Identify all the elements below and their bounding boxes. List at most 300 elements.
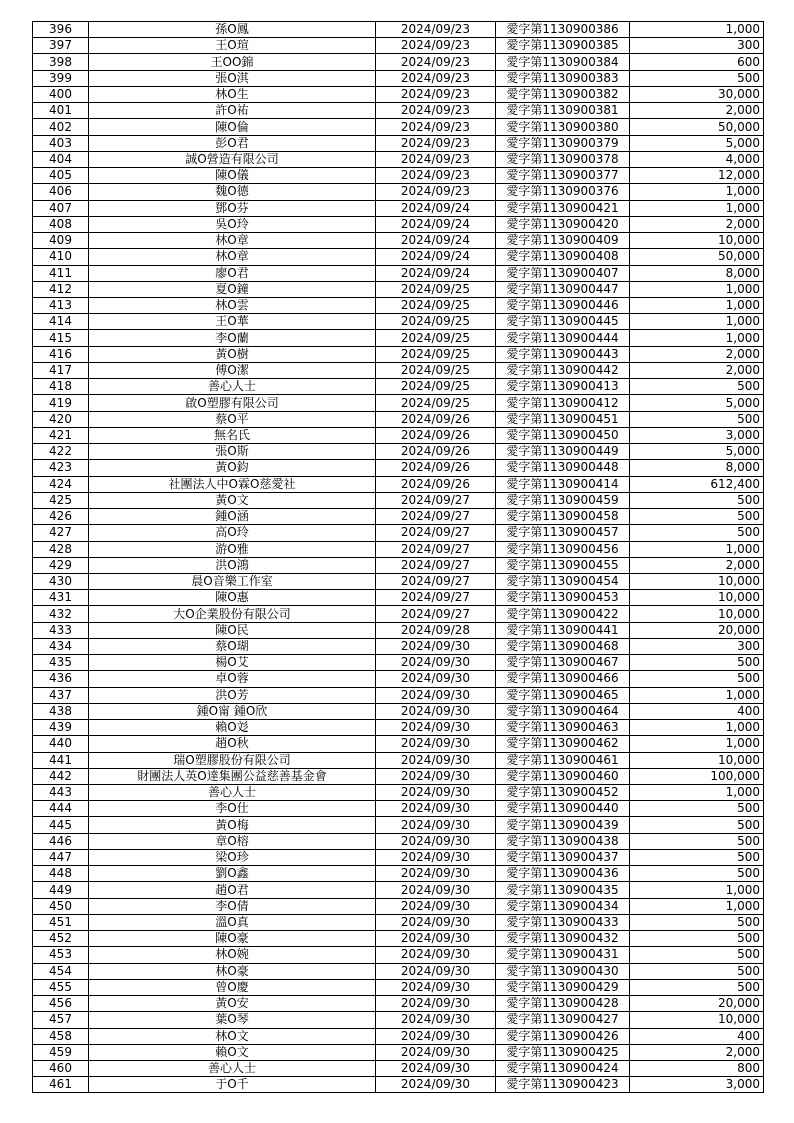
amount-cell: 10,000 bbox=[630, 1012, 764, 1028]
amount-cell: 400 bbox=[630, 703, 764, 719]
table-row bbox=[33, 606, 764, 622]
table-row bbox=[33, 590, 764, 606]
donor-name-cell: 許O祐 bbox=[89, 103, 376, 119]
donation-date-cell: 2024/09/30 bbox=[376, 996, 496, 1012]
donation-date-cell: 2024/09/30 bbox=[376, 687, 496, 703]
receipt-number-cell: 愛字第1130900378 bbox=[496, 151, 630, 167]
row-number-cell: 397 bbox=[33, 38, 89, 54]
row-number-cell: 422 bbox=[33, 444, 89, 460]
receipt-number-cell: 愛字第1130900465 bbox=[496, 687, 630, 703]
receipt-number-cell: 愛字第1130900466 bbox=[496, 671, 630, 687]
donor-name-cell: 善心人士 bbox=[89, 1061, 376, 1077]
table-row bbox=[33, 346, 764, 362]
table-row bbox=[33, 476, 764, 492]
donor-name-cell: 陳O民 bbox=[89, 622, 376, 638]
receipt-number-cell: 愛字第1130900432 bbox=[496, 931, 630, 947]
amount-cell: 300 bbox=[630, 638, 764, 654]
table-row bbox=[33, 281, 764, 297]
table-row bbox=[33, 233, 764, 249]
donation-date-cell: 2024/09/30 bbox=[376, 931, 496, 947]
amount-cell: 2,000 bbox=[630, 216, 764, 232]
donor-name-cell: 黃O梅 bbox=[89, 817, 376, 833]
receipt-number-cell: 愛字第1130900414 bbox=[496, 476, 630, 492]
donation-date-cell: 2024/09/30 bbox=[376, 720, 496, 736]
donation-date-cell: 2024/09/30 bbox=[376, 914, 496, 930]
amount-cell: 1,000 bbox=[630, 281, 764, 297]
receipt-number-cell: 愛字第1130900430 bbox=[496, 963, 630, 979]
row-number-cell: 437 bbox=[33, 687, 89, 703]
row-number-cell: 414 bbox=[33, 314, 89, 330]
amount-cell: 8,000 bbox=[630, 460, 764, 476]
receipt-number-cell: 愛字第1130900427 bbox=[496, 1012, 630, 1028]
amount-cell: 500 bbox=[630, 914, 764, 930]
table-row bbox=[33, 687, 764, 703]
donation-date-cell: 2024/09/24 bbox=[376, 249, 496, 265]
receipt-number-cell: 愛字第1130900443 bbox=[496, 346, 630, 362]
table-row bbox=[33, 38, 764, 54]
donor-name-cell: 溫O真 bbox=[89, 914, 376, 930]
donor-name-cell: 黃O鈞 bbox=[89, 460, 376, 476]
receipt-number-cell: 愛字第1130900407 bbox=[496, 265, 630, 281]
row-number-cell: 441 bbox=[33, 752, 89, 768]
donor-name-cell: 鍾O甯 鍾O欣 bbox=[89, 703, 376, 719]
table-row bbox=[33, 573, 764, 589]
amount-cell: 2,000 bbox=[630, 103, 764, 119]
amount-cell: 30,000 bbox=[630, 86, 764, 102]
donor-name-cell: 夏O鐘 bbox=[89, 281, 376, 297]
table-row bbox=[33, 898, 764, 914]
table-row bbox=[33, 427, 764, 443]
donation-date-cell: 2024/09/25 bbox=[376, 362, 496, 378]
receipt-number-cell: 愛字第1130900448 bbox=[496, 460, 630, 476]
receipt-number-cell: 愛字第1130900456 bbox=[496, 541, 630, 557]
row-number-cell: 426 bbox=[33, 509, 89, 525]
donation-date-cell: 2024/09/26 bbox=[376, 460, 496, 476]
row-number-cell: 456 bbox=[33, 996, 89, 1012]
receipt-number-cell: 愛字第1130900449 bbox=[496, 444, 630, 460]
receipt-number-cell: 愛字第1130900383 bbox=[496, 70, 630, 86]
receipt-number-cell: 愛字第1130900379 bbox=[496, 135, 630, 151]
receipt-number-cell: 愛字第1130900409 bbox=[496, 233, 630, 249]
donation-date-cell: 2024/09/26 bbox=[376, 427, 496, 443]
donor-name-cell: 李O仕 bbox=[89, 801, 376, 817]
row-number-cell: 451 bbox=[33, 914, 89, 930]
receipt-number-cell: 愛字第1130900412 bbox=[496, 395, 630, 411]
donor-name-cell: 社團法人中O霖O慈愛社 bbox=[89, 476, 376, 492]
row-number-cell: 432 bbox=[33, 606, 89, 622]
table-row bbox=[33, 801, 764, 817]
amount-cell: 1,000 bbox=[630, 882, 764, 898]
amount-cell: 500 bbox=[630, 70, 764, 86]
donor-name-cell: 財團法人英O達集團公益慈善基金會 bbox=[89, 768, 376, 784]
donation-date-cell: 2024/09/30 bbox=[376, 882, 496, 898]
receipt-number-cell: 愛字第1130900413 bbox=[496, 379, 630, 395]
amount-cell: 1,000 bbox=[630, 541, 764, 557]
receipt-number-cell: 愛字第1130900382 bbox=[496, 86, 630, 102]
donor-name-cell: 彭O君 bbox=[89, 135, 376, 151]
table-row bbox=[33, 866, 764, 882]
receipt-number-cell: 愛字第1130900459 bbox=[496, 492, 630, 508]
amount-cell: 500 bbox=[630, 525, 764, 541]
amount-cell: 500 bbox=[630, 655, 764, 671]
donation-date-cell: 2024/09/23 bbox=[376, 184, 496, 200]
donation-date-cell: 2024/09/23 bbox=[376, 103, 496, 119]
amount-cell: 20,000 bbox=[630, 622, 764, 638]
row-number-cell: 415 bbox=[33, 330, 89, 346]
row-number-cell: 430 bbox=[33, 573, 89, 589]
table-row bbox=[33, 963, 764, 979]
amount-cell: 1,000 bbox=[630, 314, 764, 330]
amount-cell: 2,000 bbox=[630, 1044, 764, 1060]
amount-cell: 3,000 bbox=[630, 1077, 764, 1093]
amount-cell: 20,000 bbox=[630, 996, 764, 1012]
amount-cell: 500 bbox=[630, 931, 764, 947]
row-number-cell: 443 bbox=[33, 785, 89, 801]
row-number-cell: 444 bbox=[33, 801, 89, 817]
donation-date-cell: 2024/09/24 bbox=[376, 233, 496, 249]
row-number-cell: 425 bbox=[33, 492, 89, 508]
donation-date-cell: 2024/09/27 bbox=[376, 606, 496, 622]
amount-cell: 500 bbox=[630, 379, 764, 395]
donation-date-cell: 2024/09/27 bbox=[376, 541, 496, 557]
row-number-cell: 434 bbox=[33, 638, 89, 654]
amount-cell: 500 bbox=[630, 849, 764, 865]
donor-name-cell: 游O雅 bbox=[89, 541, 376, 557]
donation-table bbox=[32, 21, 764, 1093]
amount-cell: 500 bbox=[630, 411, 764, 427]
row-number-cell: 408 bbox=[33, 216, 89, 232]
amount-cell: 300 bbox=[630, 38, 764, 54]
receipt-number-cell: 愛字第1130900386 bbox=[496, 22, 630, 38]
table-row bbox=[33, 216, 764, 232]
donation-date-cell: 2024/09/30 bbox=[376, 736, 496, 752]
donor-name-cell: 林O章 bbox=[89, 233, 376, 249]
donation-date-cell: 2024/09/30 bbox=[376, 1077, 496, 1093]
table-row bbox=[33, 785, 764, 801]
table-row bbox=[33, 622, 764, 638]
receipt-number-cell: 愛字第1130900452 bbox=[496, 785, 630, 801]
receipt-number-cell: 愛字第1130900380 bbox=[496, 119, 630, 135]
receipt-number-cell: 愛字第1130900376 bbox=[496, 184, 630, 200]
receipt-number-cell: 愛字第1130900455 bbox=[496, 557, 630, 573]
table-row bbox=[33, 379, 764, 395]
donor-name-cell: 無名氏 bbox=[89, 427, 376, 443]
receipt-number-cell: 愛字第1130900408 bbox=[496, 249, 630, 265]
amount-cell: 500 bbox=[630, 866, 764, 882]
donation-date-cell: 2024/09/25 bbox=[376, 281, 496, 297]
amount-cell: 3,000 bbox=[630, 427, 764, 443]
row-number-cell: 413 bbox=[33, 297, 89, 313]
donor-name-cell: 王O瑄 bbox=[89, 38, 376, 54]
table-row bbox=[33, 979, 764, 995]
table-row bbox=[33, 768, 764, 784]
row-number-cell: 410 bbox=[33, 249, 89, 265]
row-number-cell: 412 bbox=[33, 281, 89, 297]
row-number-cell: 457 bbox=[33, 1012, 89, 1028]
donation-date-cell: 2024/09/30 bbox=[376, 638, 496, 654]
row-number-cell: 403 bbox=[33, 135, 89, 151]
receipt-number-cell: 愛字第1130900420 bbox=[496, 216, 630, 232]
row-number-cell: 445 bbox=[33, 817, 89, 833]
amount-cell: 500 bbox=[630, 671, 764, 687]
table-row bbox=[33, 509, 764, 525]
row-number-cell: 418 bbox=[33, 379, 89, 395]
donor-name-cell: 傅O潔 bbox=[89, 362, 376, 378]
table-row bbox=[33, 1044, 764, 1060]
donation-date-cell: 2024/09/23 bbox=[376, 135, 496, 151]
receipt-number-cell: 愛字第1130900435 bbox=[496, 882, 630, 898]
row-number-cell: 427 bbox=[33, 525, 89, 541]
amount-cell: 2,000 bbox=[630, 557, 764, 573]
table-row bbox=[33, 703, 764, 719]
table-row bbox=[33, 330, 764, 346]
donation-table-body bbox=[33, 22, 764, 1093]
row-number-cell: 446 bbox=[33, 833, 89, 849]
donor-name-cell: 孫O鳳 bbox=[89, 22, 376, 38]
receipt-number-cell: 愛字第1130900463 bbox=[496, 720, 630, 736]
row-number-cell: 419 bbox=[33, 395, 89, 411]
amount-cell: 500 bbox=[630, 509, 764, 525]
receipt-number-cell: 愛字第1130900454 bbox=[496, 573, 630, 589]
receipt-number-cell: 愛字第1130900467 bbox=[496, 655, 630, 671]
receipt-number-cell: 愛字第1130900450 bbox=[496, 427, 630, 443]
donor-name-cell: 曾O慶 bbox=[89, 979, 376, 995]
row-number-cell: 449 bbox=[33, 882, 89, 898]
donor-name-cell: 劉O鑫 bbox=[89, 866, 376, 882]
donor-name-cell: 章O榕 bbox=[89, 833, 376, 849]
receipt-number-cell: 愛字第1130900433 bbox=[496, 914, 630, 930]
amount-cell: 500 bbox=[630, 963, 764, 979]
receipt-number-cell: 愛字第1130900458 bbox=[496, 509, 630, 525]
receipt-number-cell: 愛字第1130900457 bbox=[496, 525, 630, 541]
donor-name-cell: 善心人士 bbox=[89, 379, 376, 395]
donation-date-cell: 2024/09/27 bbox=[376, 557, 496, 573]
amount-cell: 100,000 bbox=[630, 768, 764, 784]
donor-name-cell: 善心人士 bbox=[89, 785, 376, 801]
table-row bbox=[33, 833, 764, 849]
row-number-cell: 459 bbox=[33, 1044, 89, 1060]
table-row bbox=[33, 638, 764, 654]
table-row bbox=[33, 395, 764, 411]
donor-name-cell: 晨O音樂工作室 bbox=[89, 573, 376, 589]
donor-name-cell: 賴O彣 bbox=[89, 720, 376, 736]
amount-cell: 50,000 bbox=[630, 119, 764, 135]
donor-name-cell: 陳O惠 bbox=[89, 590, 376, 606]
donation-date-cell: 2024/09/30 bbox=[376, 801, 496, 817]
row-number-cell: 400 bbox=[33, 86, 89, 102]
donation-date-cell: 2024/09/23 bbox=[376, 151, 496, 167]
donation-date-cell: 2024/09/23 bbox=[376, 38, 496, 54]
donor-name-cell: 張O斯 bbox=[89, 444, 376, 460]
amount-cell: 2,000 bbox=[630, 346, 764, 362]
donation-date-cell: 2024/09/25 bbox=[376, 346, 496, 362]
table-row bbox=[33, 849, 764, 865]
donor-name-cell: 趙O君 bbox=[89, 882, 376, 898]
donor-name-cell: 梁O珍 bbox=[89, 849, 376, 865]
row-number-cell: 452 bbox=[33, 931, 89, 947]
table-row bbox=[33, 882, 764, 898]
receipt-number-cell: 愛字第1130900468 bbox=[496, 638, 630, 654]
row-number-cell: 396 bbox=[33, 22, 89, 38]
table-row bbox=[33, 168, 764, 184]
donor-name-cell: 啟O塑膠有限公司 bbox=[89, 395, 376, 411]
row-number-cell: 448 bbox=[33, 866, 89, 882]
row-number-cell: 401 bbox=[33, 103, 89, 119]
donor-name-cell: 大O企業股份有限公司 bbox=[89, 606, 376, 622]
donor-name-cell: 于O千 bbox=[89, 1077, 376, 1093]
donor-name-cell: 王O華 bbox=[89, 314, 376, 330]
donation-date-cell: 2024/09/24 bbox=[376, 200, 496, 216]
donation-date-cell: 2024/09/30 bbox=[376, 833, 496, 849]
amount-cell: 1,000 bbox=[630, 184, 764, 200]
donation-date-cell: 2024/09/30 bbox=[376, 1061, 496, 1077]
receipt-number-cell: 愛字第1130900377 bbox=[496, 168, 630, 184]
donor-name-cell: 鄧O芬 bbox=[89, 200, 376, 216]
table-row bbox=[33, 297, 764, 313]
receipt-number-cell: 愛字第1130900385 bbox=[496, 38, 630, 54]
receipt-number-cell: 愛字第1130900464 bbox=[496, 703, 630, 719]
table-row bbox=[33, 1077, 764, 1093]
table-row bbox=[33, 720, 764, 736]
amount-cell: 5,000 bbox=[630, 395, 764, 411]
donor-name-cell: 誠O營造有限公司 bbox=[89, 151, 376, 167]
donation-date-cell: 2024/09/30 bbox=[376, 866, 496, 882]
donor-name-cell: 吳O玲 bbox=[89, 216, 376, 232]
donation-date-cell: 2024/09/24 bbox=[376, 265, 496, 281]
receipt-number-cell: 愛字第1130900428 bbox=[496, 996, 630, 1012]
row-number-cell: 438 bbox=[33, 703, 89, 719]
table-row bbox=[33, 411, 764, 427]
row-number-cell: 404 bbox=[33, 151, 89, 167]
donation-date-cell: 2024/09/30 bbox=[376, 655, 496, 671]
row-number-cell: 442 bbox=[33, 768, 89, 784]
amount-cell: 2,000 bbox=[630, 362, 764, 378]
donation-date-cell: 2024/09/27 bbox=[376, 573, 496, 589]
donor-name-cell: 洪O芳 bbox=[89, 687, 376, 703]
donation-date-cell: 2024/09/26 bbox=[376, 476, 496, 492]
donor-name-cell: 瑞O塑膠股份有限公司 bbox=[89, 752, 376, 768]
row-number-cell: 440 bbox=[33, 736, 89, 752]
amount-cell: 500 bbox=[630, 979, 764, 995]
donor-name-cell: 魏O德 bbox=[89, 184, 376, 200]
row-number-cell: 409 bbox=[33, 233, 89, 249]
donor-name-cell: 高O玲 bbox=[89, 525, 376, 541]
row-number-cell: 421 bbox=[33, 427, 89, 443]
table-row bbox=[33, 200, 764, 216]
amount-cell: 10,000 bbox=[630, 573, 764, 589]
table-row bbox=[33, 54, 764, 70]
amount-cell: 600 bbox=[630, 54, 764, 70]
donor-name-cell: 洪O鴻 bbox=[89, 557, 376, 573]
table-row bbox=[33, 671, 764, 687]
row-number-cell: 420 bbox=[33, 411, 89, 427]
donation-date-cell: 2024/09/30 bbox=[376, 1012, 496, 1028]
row-number-cell: 450 bbox=[33, 898, 89, 914]
donation-date-cell: 2024/09/25 bbox=[376, 379, 496, 395]
donation-date-cell: 2024/09/30 bbox=[376, 1028, 496, 1044]
row-number-cell: 424 bbox=[33, 476, 89, 492]
receipt-number-cell: 愛字第1130900460 bbox=[496, 768, 630, 784]
receipt-number-cell: 愛字第1130900437 bbox=[496, 849, 630, 865]
donation-date-cell: 2024/09/23 bbox=[376, 119, 496, 135]
table-row bbox=[33, 86, 764, 102]
row-number-cell: 417 bbox=[33, 362, 89, 378]
amount-cell: 400 bbox=[630, 1028, 764, 1044]
donor-name-cell: 楊O艾 bbox=[89, 655, 376, 671]
amount-cell: 500 bbox=[630, 817, 764, 833]
donor-name-cell: 蔡O平 bbox=[89, 411, 376, 427]
receipt-number-cell: 愛字第1130900384 bbox=[496, 54, 630, 70]
table-row bbox=[33, 460, 764, 476]
amount-cell: 1,000 bbox=[630, 736, 764, 752]
donor-name-cell: 賴O文 bbox=[89, 1044, 376, 1060]
receipt-number-cell: 愛字第1130900429 bbox=[496, 979, 630, 995]
amount-cell: 12,000 bbox=[630, 168, 764, 184]
table-row bbox=[33, 249, 764, 265]
row-number-cell: 428 bbox=[33, 541, 89, 557]
table-row bbox=[33, 931, 764, 947]
table-row bbox=[33, 1028, 764, 1044]
donor-name-cell: 卓O蓉 bbox=[89, 671, 376, 687]
table-row bbox=[33, 1061, 764, 1077]
donor-name-cell: 林O雲 bbox=[89, 297, 376, 313]
donor-name-cell: 陳O儀 bbox=[89, 168, 376, 184]
receipt-number-cell: 愛字第1130900424 bbox=[496, 1061, 630, 1077]
row-number-cell: 455 bbox=[33, 979, 89, 995]
row-number-cell: 407 bbox=[33, 200, 89, 216]
row-number-cell: 406 bbox=[33, 184, 89, 200]
donation-date-cell: 2024/09/23 bbox=[376, 70, 496, 86]
donor-name-cell: 林O章 bbox=[89, 249, 376, 265]
row-number-cell: 435 bbox=[33, 655, 89, 671]
donation-date-cell: 2024/09/27 bbox=[376, 590, 496, 606]
donation-date-cell: 2024/09/25 bbox=[376, 297, 496, 313]
receipt-number-cell: 愛字第1130900442 bbox=[496, 362, 630, 378]
table-row bbox=[33, 492, 764, 508]
row-number-cell: 411 bbox=[33, 265, 89, 281]
table-row bbox=[33, 135, 764, 151]
donation-date-cell: 2024/09/27 bbox=[376, 509, 496, 525]
table-row bbox=[33, 184, 764, 200]
table-row bbox=[33, 151, 764, 167]
row-number-cell: 398 bbox=[33, 54, 89, 70]
receipt-number-cell: 愛字第1130900444 bbox=[496, 330, 630, 346]
row-number-cell: 439 bbox=[33, 720, 89, 736]
donor-name-cell: 黃O安 bbox=[89, 996, 376, 1012]
row-number-cell: 429 bbox=[33, 557, 89, 573]
donation-date-cell: 2024/09/26 bbox=[376, 411, 496, 427]
donation-date-cell: 2024/09/30 bbox=[376, 963, 496, 979]
amount-cell: 1,000 bbox=[630, 297, 764, 313]
receipt-number-cell: 愛字第1130900426 bbox=[496, 1028, 630, 1044]
donor-name-cell: 趙O秋 bbox=[89, 736, 376, 752]
row-number-cell: 461 bbox=[33, 1077, 89, 1093]
amount-cell: 1,000 bbox=[630, 687, 764, 703]
amount-cell: 1,000 bbox=[630, 720, 764, 736]
amount-cell: 10,000 bbox=[630, 606, 764, 622]
donor-name-cell: 黃O樹 bbox=[89, 346, 376, 362]
row-number-cell: 416 bbox=[33, 346, 89, 362]
donation-date-cell: 2024/09/28 bbox=[376, 622, 496, 638]
receipt-number-cell: 愛字第1130900441 bbox=[496, 622, 630, 638]
donor-name-cell: 蔡O瑚 bbox=[89, 638, 376, 654]
table-row bbox=[33, 996, 764, 1012]
table-row bbox=[33, 557, 764, 573]
row-number-cell: 433 bbox=[33, 622, 89, 638]
donation-date-cell: 2024/09/30 bbox=[376, 752, 496, 768]
donor-name-cell: 陳O倫 bbox=[89, 119, 376, 135]
row-number-cell: 447 bbox=[33, 849, 89, 865]
